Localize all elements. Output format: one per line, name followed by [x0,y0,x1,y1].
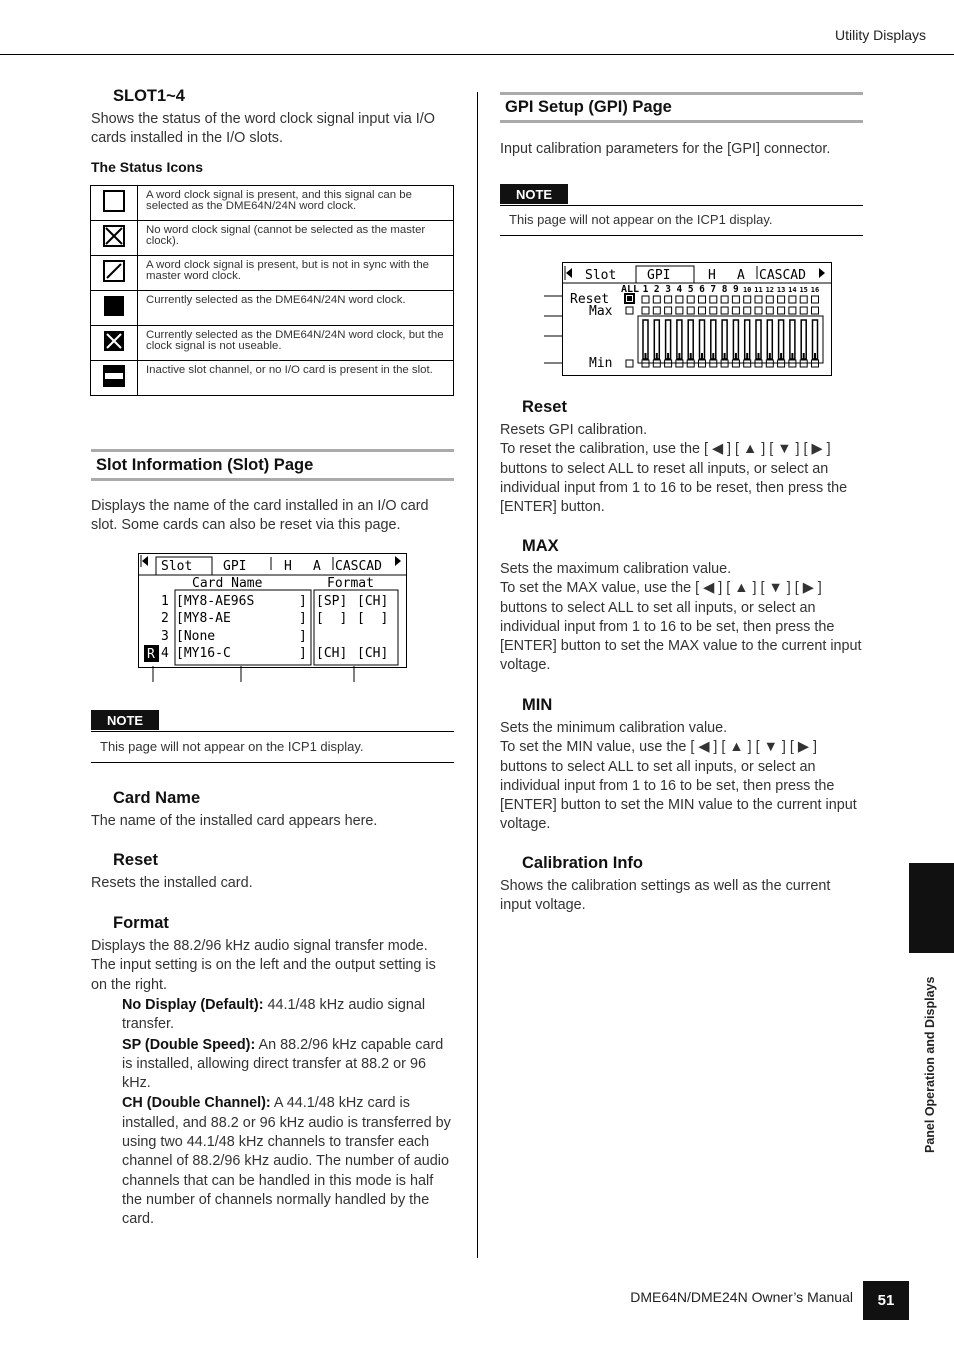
lcd-row-num: 2 [161,611,169,626]
slot-heading: SLOT1~4 [113,87,185,105]
lcd-card-name: [None [176,629,216,644]
gpi-reset-description: Resets GPI calibration. To reset the calibration, use the [ ◀ ] [ ▲ ] [ ▼ ] [ ▶ ] buttons to select ALL to reset all inputs, or select an individual input from 1 to 16 to be reset, then press the [ENTER] button. [500,422,848,516]
lcd-calibration-bar-fill [678,353,680,359]
calibration-info-description: Shows the calibration settings as well as the current input voltage. [500,878,831,914]
status-icons-table [90,185,454,396]
tab-left-arrow-icon [142,556,148,566]
lcd-channel-box [812,296,819,303]
lcd-channel-box [755,296,762,303]
gpi-callout-lines [544,290,564,370]
lcd-tab-slot: Slot [585,268,617,283]
lcd-tab-h: H [284,559,292,574]
status-text: A word clock signal is present, and this signal can be selected as the DME64N/24N word clock. [138,186,454,221]
lcd-channel-label: 16 [810,286,820,294]
callout-lines [138,666,405,684]
lcd-row-num: 1 [161,594,169,609]
status-row [91,291,454,326]
lcd-channel-box [800,296,807,303]
footer-manual-title: DME64N/DME24N Owner’s Manual [630,1289,853,1305]
format-item: No Display (Default): 44.1/48 kHz audio signal transfer. [122,997,426,1033]
lcd-channel-box [642,296,649,303]
filled-crossed-box-icon [103,330,125,352]
lcd-tab-slot: Slot [161,559,193,574]
lcd-row-max: Max [589,304,613,319]
slot-description: Shows the status of the word clock signal input via I/O cards installed in the I/O slots. [91,111,435,147]
lcd-calibration-bar-fill [690,353,692,359]
format-definition-list [122,996,454,1230]
reset-heading: Reset [113,851,158,869]
lcd-channel-box [744,307,751,314]
lcd-channel-label: 15 [799,286,808,294]
status-text: Currently selected as the DME64N/24N word clock, but the clock signal is not useable. [138,326,454,361]
lcd-format-in: [CH] [316,646,348,661]
lcd-channel-box [642,307,649,314]
lcd-channel-label: 3 [665,284,671,295]
tab-right-arrow-icon [395,556,401,566]
lcd-calibration-bar-fill [780,353,782,359]
slot-page-title: Slot Information (Slot) Page [91,449,454,481]
lcd-format-out: [ ] [357,611,389,626]
lcd-calibration-bar-fill [645,353,647,359]
lcd-channel-box [665,307,672,314]
lcd-card-name: [MY8-AE96S [176,594,255,609]
lcd-channel-box [687,307,694,314]
lcd-card-name: [MY8-AE [176,611,231,626]
calibration-info-heading: Calibration Info [522,854,643,872]
lcd-row-num: 3 [161,629,169,644]
lcd-tab-h: H [708,268,716,283]
lcd-channel-label: 7 [710,284,717,295]
lcd-format-in: [ ] [316,611,348,626]
lcd-channel-box [699,296,706,303]
note-label: NOTE [91,710,159,730]
lcd-calibration-bar-fill [724,353,726,359]
lcd-col-card-name: Card Name [192,576,263,591]
lcd-row-num: 4 [161,646,169,661]
lcd-channel-label: 4 [676,284,683,295]
gpi-page-title: GPI Setup (GPI) Page [500,92,863,123]
status-text: No word clock signal (cannot be selected as the master clock). [138,221,454,256]
lcd-channel-box [744,296,751,303]
status-text: Inactive slot channel, or no I/O card is present in the slot. [138,361,454,396]
note-text: This page will not appear on the ICP1 display. [100,739,364,754]
note-rule-top [500,205,863,206]
header-rule [0,54,954,55]
status-row [91,326,454,361]
slot-page-description: Displays the name of the card installed in an I/O card slot. Some cards can also be reset via this page. [91,498,429,534]
lcd-format-out: [CH] [357,646,389,661]
lcd-calibration-bar-fill [667,353,669,359]
filled-box-icon [103,295,125,317]
lcd-channel-box [778,296,785,303]
lcd-channel-label: 5 [687,284,694,295]
reset-description: Resets the installed card. [91,875,253,891]
lcd-calibration-bar-fill [701,353,703,359]
status-text: A word clock signal is present, but is not in sync with the master word clock. [138,256,454,291]
lcd-tab-a: A [313,559,321,574]
column-divider [477,92,478,1258]
lcd-channel-label: 6 [699,284,705,295]
lcd-channel-box [755,307,762,314]
lcd-tab-cascade: CASCAD [759,268,806,283]
status-text: Currently selected as the DME64N/24N word clock. [138,291,454,326]
note-rule-bottom [91,762,454,763]
lcd-calibration-bar-fill [769,353,771,359]
lcd-card-end: ] [299,611,307,626]
chapter-tab-block [909,863,954,953]
lcd-calibration-bar-fill [791,353,793,359]
chapter-tab-label: Panel Operation and Displays [923,976,937,1153]
lcd-channel-label: 1 [642,284,649,295]
lcd-calibration-bar-fill [735,353,737,359]
lcd-channel-box [653,307,660,314]
lcd-row-reset: Reset [570,292,610,307]
lcd-channel-box [732,296,739,303]
lcd-tab-gpi: GPI [647,268,671,283]
max-heading: MAX [522,537,559,555]
lcd-channel-box [710,307,717,314]
min-heading: MIN [522,696,553,714]
status-row [91,256,454,291]
format-item: CH (Double Channel): A 44.1/48 kHz card is installed, and 88.2 or 96 kHz audio is transferred by using two 44.1/48 kHz channels to transfer each channel of 88.2/96 kHz audio. The number of audio channels that can be handled in this mode is half the number of channels normally handled by the card. [122,1095,451,1228]
lcd-channel-box [778,307,785,314]
slot-lcd-screen [138,553,407,668]
lcd-channel-box [665,296,672,303]
lcd-channel-box [687,296,694,303]
lcd-row-min: Min [589,356,613,371]
note-label: NOTE [500,184,568,204]
gpi-reset-heading: Reset [522,398,567,416]
lcd-channel-label: 13 [776,286,786,294]
lcd-format-out: [CH] [357,594,389,609]
lcd-calibration-bar-fill [746,353,748,359]
lcd-max-boxes [642,307,819,314]
lcd-channel-box [789,296,796,303]
max-description: Sets the maximum calibration value. To set the MAX value, use the [ ◀ ] [ ▲ ] [ ▼ ] [ ▶ ] buttons to select ALL to set all inputs, or select an individual input from 1 to 16 to be set, then press the [ENTER] button to set the MAX value to the current input voltage. [500,561,862,674]
lcd-card-end: ] [299,646,307,661]
gpi-page-description: Input calibration parameters for the [GPI] connector. [500,141,831,157]
status-row [91,361,454,396]
lcd-channel-box [676,296,683,303]
lcd-channel-box [721,307,728,314]
min-description: Sets the minimum calibration value. To set the MIN value, use the [ ◀ ] [ ▲ ] [ ▼ ] [ ▶ ] buttons to select ALL to set all inputs, or select an individual input from 1 to 16 to be set, then press the [ENTER] button to set the MIN value to the current input voltage. [500,720,857,833]
lcd-format-in: [SP] [316,594,348,609]
lcd-channel-box [710,296,717,303]
card-name-description: The name of the installed card appears here. [91,813,378,829]
lcd-calibration-bar-fill [712,353,714,359]
lcd-col-format: Format [327,576,374,591]
gpi-lcd-screen [562,262,832,376]
status-icons-heading: The Status Icons [91,159,204,175]
lcd-channel-box [653,296,660,303]
lcd-channel-label: 9 [733,284,739,295]
tab-left-arrow-icon [566,268,572,278]
diagonal-box-icon [103,260,125,282]
format-description: Displays the 88.2/96 kHz audio signal transfer mode. The input setting is on the left and the output setting is on the right. [91,938,436,993]
note-text: This page will not appear on the ICP1 display. [509,212,773,227]
lcd-channel-label: 12 [765,286,775,294]
lcd-reset-marker: R [147,647,155,662]
note-rule-bottom [500,235,863,236]
running-header: Utility Displays [834,27,926,43]
lcd-channel-box [699,307,706,314]
lcd-channel-box [721,296,728,303]
lcd-reset-boxes [642,296,819,303]
lcd-channel-box [800,307,807,314]
lcd-card-end: ] [299,594,307,609]
split-box-icon [103,365,125,387]
lcd-tab-cascade: CASCAD [335,559,382,574]
lcd-calibration-bar-fill [803,353,805,359]
lcd-channel-box [676,307,683,314]
lcd-all-label: ALL [621,284,640,295]
lcd-card-name: [MY16-C [176,646,231,661]
lcd-calibration-bar-fill [656,353,658,359]
lcd-card-end: ] [299,629,307,644]
lcd-channel-label: 2 [653,284,660,295]
lcd-channel-box [732,307,739,314]
lcd-channel-label: 10 [742,286,752,294]
page-number: 51 [863,1281,909,1320]
lcd-channel-box [812,307,819,314]
lcd-channel-label: 11 [754,286,763,294]
lcd-calibration-bar-fill [814,353,816,359]
lcd-channel-box [766,307,773,314]
lcd-tab-gpi: GPI [223,559,247,574]
format-heading: Format [113,914,169,932]
status-row [91,186,454,221]
crossed-box-icon [103,225,125,247]
lcd-channel-labels [643,284,820,295]
empty-box-icon [103,190,125,212]
lcd-channel-box [789,307,796,314]
tab-right-arrow-icon [819,268,825,278]
status-row [91,221,454,256]
lcd-calibration-bars [643,320,818,359]
lcd-calibration-bar-fill [758,353,760,359]
lcd-tab-a: A [737,268,745,283]
lcd-channel-box [766,296,773,303]
note-rule-top [91,731,454,732]
lcd-channel-label: 8 [721,284,728,295]
card-name-heading: Card Name [113,789,201,807]
lcd-channel-label: 14 [788,286,797,294]
format-item: SP (Double Speed): An 88.2/96 kHz capable card is installed, allowing direct transfer at 88.2 or 96 kHz. [122,1036,444,1092]
